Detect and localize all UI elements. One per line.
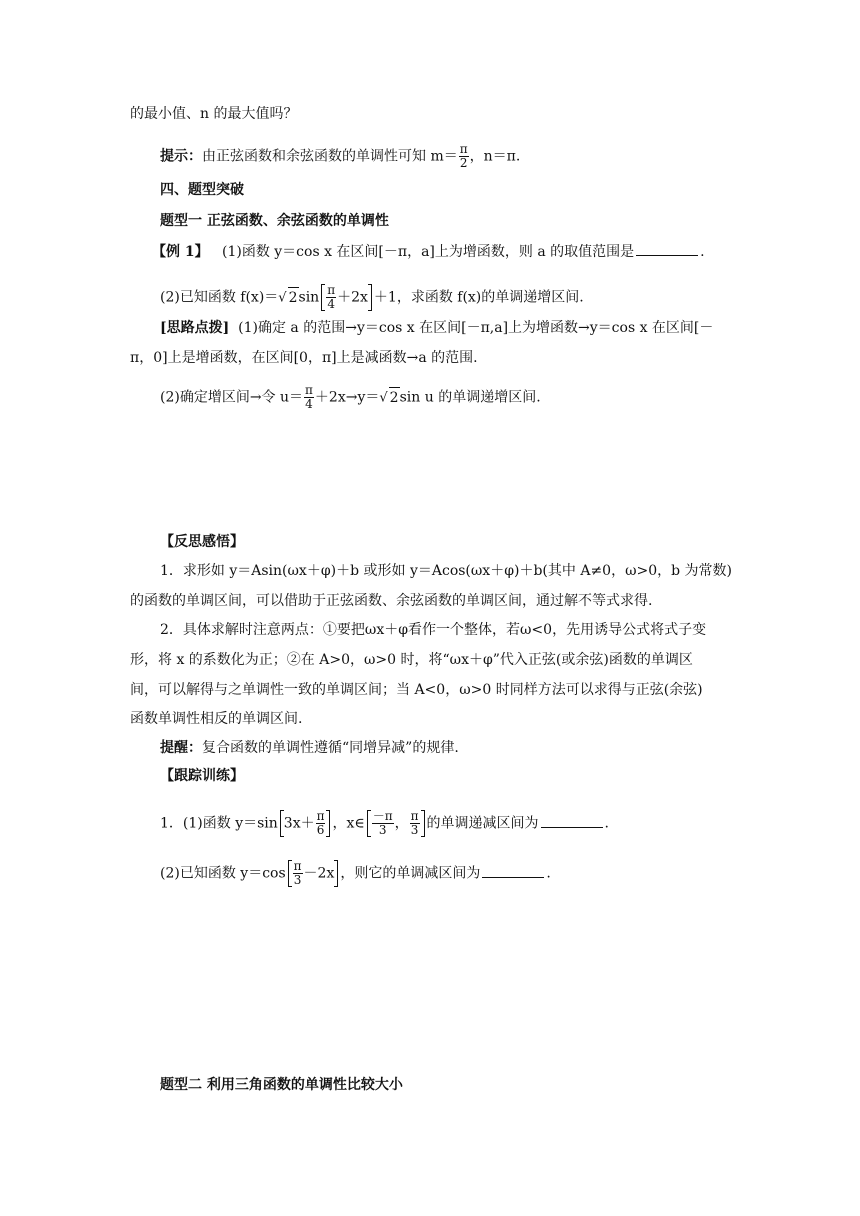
section-heading: 四、题型突破 [160, 182, 244, 198]
paren-group-q1: 3x＋ $\frac{\pi}{6}$ [280, 810, 331, 837]
example1-q2-tail: ＋1，求函数 f(x)的单调递增区间. [373, 289, 584, 306]
hint-line [160, 143, 520, 170]
answer-blank-3 [482, 864, 544, 878]
remind-text: 复合函数的单调性遵循“同增异减”的规律. [202, 740, 459, 756]
fraction-pi-over-6: $\frac{\pi}{6}$ [316, 809, 325, 837]
fraction-pi-over-3-b: $\frac{\pi}{3}$ [293, 859, 302, 887]
hint-line-1 [160, 318, 713, 338]
track-q2: (2)已知函数 y＝cos $\frac{\pi}{3}$ －2x ，则它的单调减区间为 . [160, 859, 551, 887]
reflect-p2-line3: 间，可以解得与之单调性一致的单调区间；当 A<0，ω>0 时同样方法可以求得与正弦(余弦) [130, 682, 703, 698]
example1-q2-prefix: (2)已知函数 f(x)＝ [160, 289, 279, 306]
sqrt-2: 2 [288, 287, 299, 308]
reflect-p2-line2: 形，将 x 的系数化为正；②在 A>0，ω>0 时，将“ωx＋φ”代入正弦(或余弦)函数的单调区 [130, 652, 693, 668]
answer-blank [636, 242, 698, 256]
hint-tag: [思路点拨] [160, 320, 230, 336]
fraction-neg-pi-over-3: $\frac{-\pi}{3}$ [372, 809, 393, 837]
hint-line-3: (2)确定增区间→令 u＝ $\frac{\pi}{4}$ ＋2x→y＝√ 2sin u 的单调递增区间. [160, 383, 541, 411]
paren-group: $\frac{\pi}{4}$ ＋2x [321, 284, 372, 311]
answer-blank-2 [541, 814, 603, 828]
type2-title: 题型二 利用三角函数的单调性比较大小 [160, 1077, 403, 1093]
reflect-p1-line1: 1．求形如 y＝Asin(ωx＋φ)＋b 或形如 y＝Acos(ωx＋φ)＋b(其中 A≠0，ω>0，b 为常数) [160, 563, 733, 579]
example1-q2: (2)已知函数 f(x)＝√ 2sin $\frac{\pi}{4}$ ＋2x ＋1，求函数 f(x)的单调递增区间. [160, 283, 584, 311]
example1-q1-text: (1)函数 y＝cos x 在区间[－π，a]上为增函数，则 a 的取值范围是 [221, 244, 635, 260]
text-line-1: 的最小值、n 的最大值吗？ [130, 106, 298, 122]
fraction-pi-over-3: $\frac{\pi}{3}$ [410, 809, 419, 837]
track-title: 【跟踪训练】 [160, 768, 244, 784]
hint-line-2: π，0]上是增函数，在区间[0，π]上是减函数→a 的范围. [130, 350, 478, 366]
hint-label: 提示： [160, 148, 202, 165]
sqrt-2-b: 2 [389, 387, 400, 408]
remind-line [160, 738, 459, 758]
fraction-pi-over-4: $\frac{\pi}{4}$ [327, 283, 336, 311]
reflect-p1-line2: 的函数的单调区间，可以借助于正弦函数、余弦函数的单调区间，通过解不等式求得. [130, 593, 653, 609]
fraction-pi-over-2: $\frac{\pi}{2}$ [459, 142, 468, 170]
hint-line-1-text: (1)确定 a 的范围→y＝cos x 在区间[－π,a]上为增函数→y＝cos x 在区间[－ [238, 320, 714, 336]
type1-title: 题型一 正弦函数、余弦函数的单调性 [160, 213, 389, 229]
fraction-pi-over-4-b: $\frac{\pi}{4}$ [305, 383, 313, 411]
hint-tail: ，n＝π. [469, 148, 521, 165]
hint-text: 由正弦函数和余弦函数的单调性可知 m＝ [202, 148, 458, 165]
paren-group-q2: $\frac{\pi}{3}$ －2x [288, 860, 339, 887]
reflect-p2-line1: 2．具体求解时注意两点：①要把ωx＋φ看作一个整体，若ω<0，先用诱导公式将式子变 [160, 622, 707, 638]
remind-label: 提醒： [160, 740, 202, 756]
example-label: 【例 1】 [152, 244, 209, 260]
interval-bracket: $\frac{-\pi}{3}$ ， $\frac{\pi}{3}$ [367, 810, 425, 837]
reflect-title: 【反思感悟】 [160, 534, 244, 550]
track-q1: 1．(1)函数 y＝sin 3x＋ $\frac{\pi}{6}$ ，x∈ $\frac{-\pi}{3}$ ， $\frac{\pi}{3}$ 的单调递减区间为 . [160, 809, 609, 837]
example1-q1: 【例 1】 (1)函数 y＝cos x 在区间[－π，a]上为增函数，则 a 的取值范围是 . [152, 244, 705, 260]
reflect-p2-line4: 函数单调性相反的单调区间. [130, 711, 303, 727]
